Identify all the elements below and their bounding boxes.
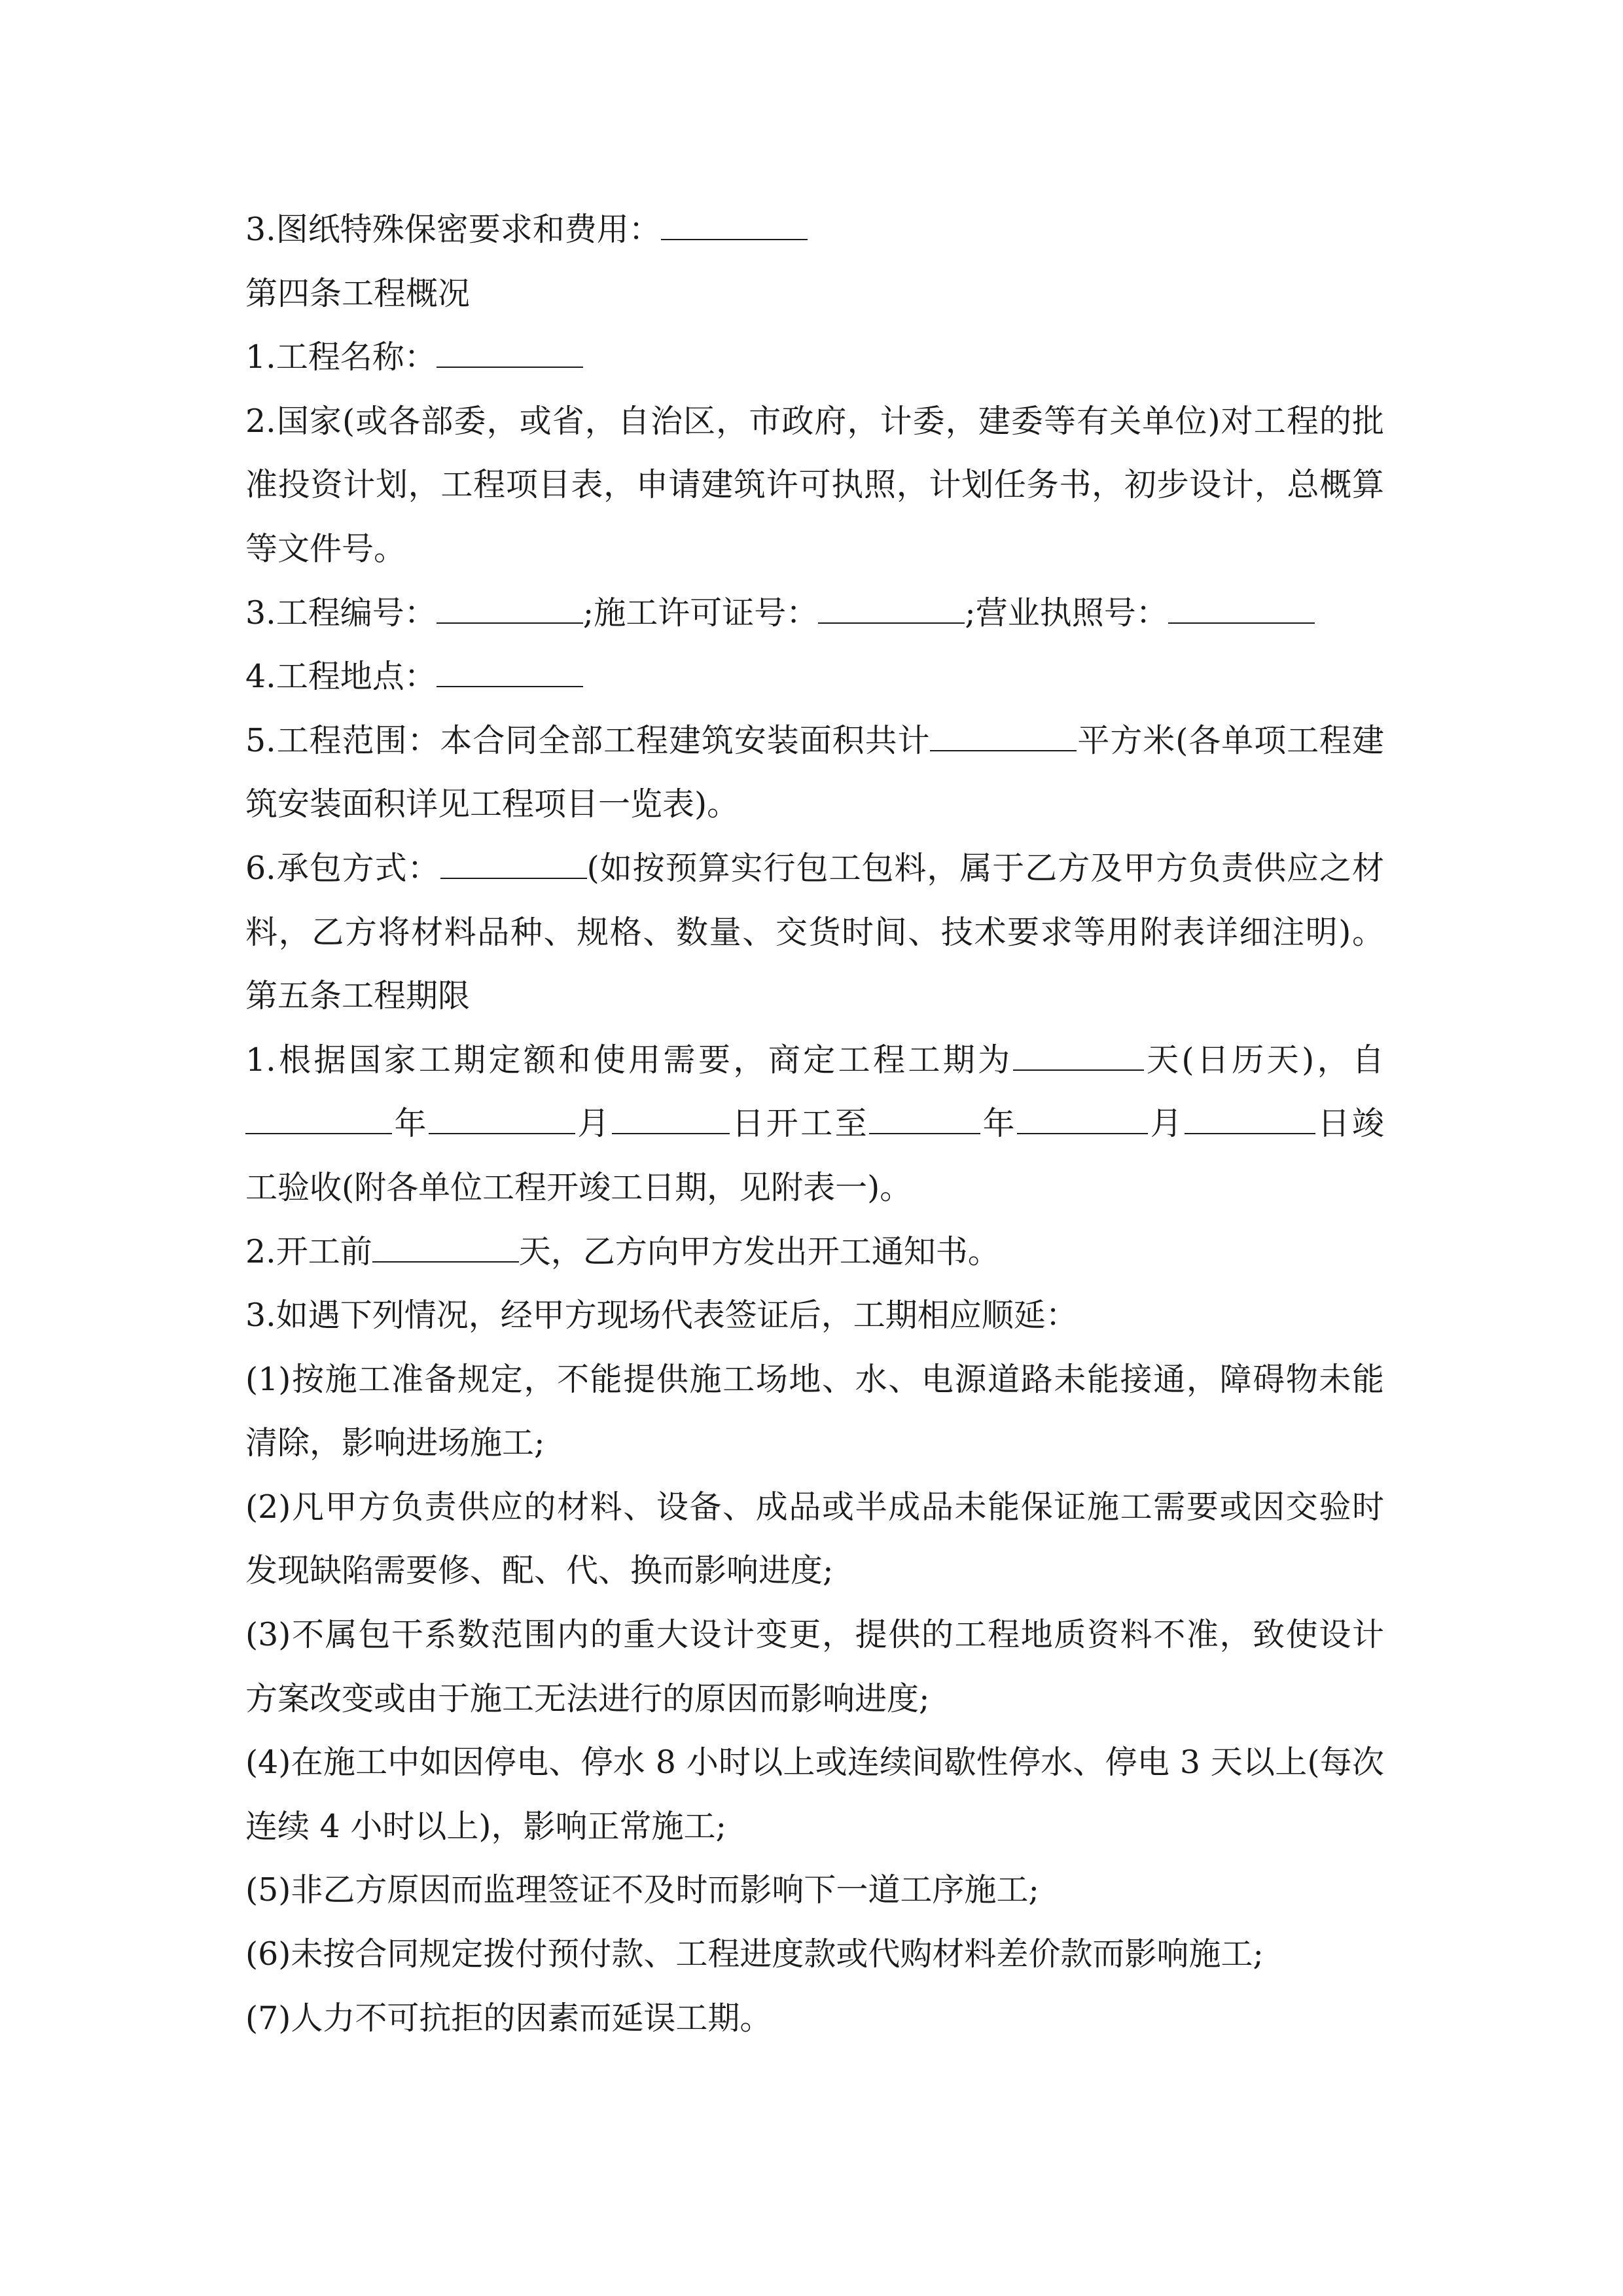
clause-5-1-line-3 (245, 1156, 1384, 1220)
clause-4-4-location (245, 645, 1384, 709)
clause-4-3-numbers (245, 581, 1384, 645)
text: (7)人力不可抗拒的因素而延误工期。 (245, 1999, 772, 2037)
text: 2.开工前 (245, 1232, 372, 1270)
text: (如按预算实行包工包料，属于乙方及甲方负责供应之材 (586, 849, 1384, 887)
text: 3.如遇下列情况，经甲方现场代表签证后，工期相应顺延： (245, 1297, 1078, 1335)
end-year-blank[interactable] (869, 1104, 980, 1134)
heading-text: 第四条工程概况 (245, 274, 471, 312)
notice-days-blank[interactable] (372, 1232, 519, 1262)
text: 月 (1148, 1105, 1185, 1143)
text: 料，乙方将材料品种、规格、数量、交货时间、技术要求等用附表详细注明)。 (245, 913, 1384, 951)
permit-number-blank[interactable] (818, 593, 965, 623)
item-5 (245, 1858, 1384, 1922)
text: (2)凡甲方负责供应的材料、设备、成品或半成品未能保证施工需要或因交验时 (245, 1488, 1384, 1526)
end-day-blank[interactable] (1185, 1104, 1315, 1134)
text: ;营业执照号： (965, 594, 1168, 632)
item-3-line-2 (245, 1667, 1384, 1731)
clause-4-5-line-2 (245, 772, 1384, 836)
text: 等文件号。 (245, 529, 406, 567)
text: 方案改变或由于施工无法进行的原因而影响进度; (245, 1679, 930, 1717)
fill-blank[interactable] (437, 657, 583, 687)
heading-text: 第五条工程期限 (245, 977, 471, 1015)
item-3-line-1 (245, 1603, 1384, 1667)
text: 平方米(各单项工程建 (1077, 721, 1384, 759)
fill-blank[interactable] (661, 210, 808, 240)
text: 2.国家(或各部委，或省，自治区，市政府，计委，建委等有关单位)对工程的批 (245, 402, 1384, 440)
clause-4-2-line-1 (245, 389, 1384, 454)
text: 4.工程地点： (245, 658, 437, 696)
text: 连续 4 小时以上)，影响正常施工; (245, 1807, 726, 1845)
text: (3)不属包干系数范围内的重大设计变更，提供的工程地质资料不准，致使设计 (245, 1616, 1384, 1654)
clause-5-3-intro (245, 1283, 1384, 1348)
project-number-blank[interactable] (437, 593, 583, 623)
clause-3-3-drawing-secrecy (245, 198, 1384, 262)
text: 5.工程范围：本合同全部工程建筑安装面积共计 (245, 721, 931, 759)
contract-mode-blank[interactable] (440, 849, 587, 879)
item-1-line-2 (245, 1411, 1384, 1475)
text: 准投资计划，工程项目表，申请建筑许可执照，计划任务书，初步设计，总概算 (245, 466, 1384, 504)
clause-5-2-notice (245, 1220, 1384, 1284)
item-4-line-1 (245, 1731, 1384, 1795)
text: (6)未按合同规定拨付预付款、工程进度款或代购材料差价款而影响施工; (245, 1935, 1264, 1973)
text: 1.工程名称： (245, 338, 437, 376)
item-1-line-1 (245, 1348, 1384, 1412)
text: 日开工至 (729, 1105, 870, 1143)
area-blank[interactable] (930, 721, 1077, 751)
text: 天(日历天)，自 (1143, 1041, 1384, 1079)
text: 月 (575, 1105, 612, 1143)
text: ;施工许可证号： (582, 594, 819, 632)
clause-4-6-line-2 (245, 901, 1384, 965)
duration-days-blank[interactable] (1013, 1041, 1144, 1071)
clause-5-1-line-2 (245, 1092, 1384, 1156)
clause-4-5-line-1 (245, 709, 1384, 773)
text: (4)在施工中如因停电、停水 8 小时以上或连续间歇性停水、停电 3 天以上(每次 (245, 1744, 1384, 1782)
text: 3.图纸特殊保密要求和费用： (245, 211, 661, 248)
text: 日竣 (1315, 1105, 1384, 1143)
text: 6.承包方式： (245, 849, 440, 887)
document-page (245, 198, 1384, 2050)
text: 筑安装面积详见工程项目一览表)。 (245, 785, 740, 823)
clause-4-6-line-1 (245, 836, 1384, 901)
text: 3.工程编号： (245, 594, 437, 632)
clause-4-2-line-3 (245, 517, 1384, 581)
text: 1.根据国家工期定额和使用需要，商定工程工期为 (245, 1041, 1013, 1079)
text: 发现缺陷需要修、配、代、换而影响进度; (245, 1552, 834, 1590)
clause-4-2-line-2 (245, 453, 1384, 517)
text: 天，乙方向甲方发出开工通知书。 (518, 1232, 1000, 1270)
item-6 (245, 1922, 1384, 1986)
text: 清除，影响进场施工; (245, 1424, 545, 1462)
article-5-heading (245, 964, 1384, 1028)
start-day-blank[interactable] (612, 1104, 730, 1134)
item-2-line-1 (245, 1475, 1384, 1539)
clause-5-1-line-1 (245, 1028, 1384, 1092)
start-year-blank[interactable] (245, 1104, 392, 1134)
item-4-line-2 (245, 1795, 1384, 1859)
license-number-blank[interactable] (1168, 593, 1315, 623)
end-month-blank[interactable] (1017, 1104, 1148, 1134)
text: (1)按施工准备规定，不能提供施工场地、水、电源道路未能接通，障碍物未能 (245, 1360, 1384, 1398)
text: 工验收(附各单位工程开竣工日期，见附表一)。 (245, 1168, 912, 1206)
text: 年 (980, 1105, 1018, 1143)
article-4-heading (245, 262, 1384, 326)
item-2-line-2 (245, 1539, 1384, 1603)
clause-4-1-project-name (245, 325, 1384, 389)
fill-blank[interactable] (437, 338, 583, 368)
text: (5)非乙方原因而监理签证不及时而影响下一道工序施工; (245, 1871, 1039, 1909)
text: 年 (392, 1105, 429, 1143)
item-7 (245, 1986, 1384, 2051)
start-month-blank[interactable] (429, 1104, 575, 1134)
